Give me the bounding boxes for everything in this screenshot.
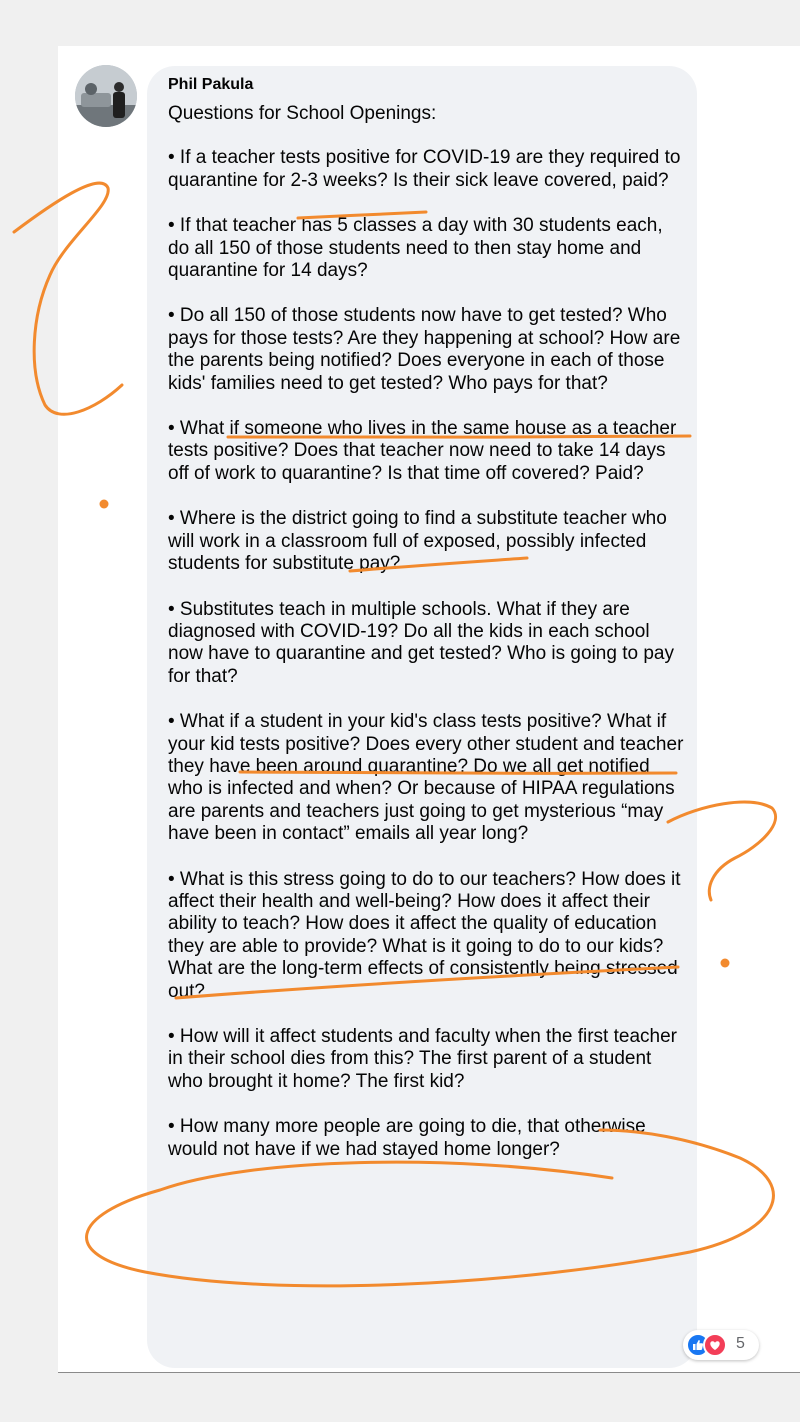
list-item: • How many more people are going to die, that otherwise would not have if we had stayed home longer? [168, 1116, 646, 1160]
reaction-summary[interactable] [683, 1330, 759, 1360]
author-name[interactable]: Phil Pakula [168, 76, 254, 93]
list-item: • If that teacher has 5 classes a day with 30 students each, do all 150 of those students need to then stay home and quarantine for 14 days? [168, 215, 663, 282]
avatar[interactable] [75, 65, 137, 127]
comment-text [168, 103, 688, 1161]
list-item: • Where is the district going to find a substitute teacher who will work in a classroom full of exposed, possibly infected students for substitute pay? [168, 508, 667, 575]
list-item: • What if someone who lives in the same house as a teacher tests positive? Does that teacher now need to take 14 days off of work to quarantine? Is that time off covered? Paid? [168, 418, 677, 484]
list-item: • If a teacher tests positive for COVID-19 are they required to quarantine for 2-3 weeks? Is their sick leave covered, paid? [168, 147, 681, 191]
list-item: • Substitutes teach in multiple schools. What if they are diagnosed with COVID-19? Do all the kids in each school now have to quarantine and get tested? Who is going to pay for that? [168, 598, 674, 687]
divider [58, 1372, 800, 1373]
reaction-count: 5 [736, 1335, 745, 1352]
question-list [168, 147, 688, 1161]
list-item: • Do all 150 of those students now have to get tested? Who pays for those tests? Are they happening at school? How are the parents being notified? Does everyone in each of those kids' families need to get tested? Who pays for that? [168, 305, 681, 394]
avatar-photo [75, 65, 137, 127]
list-item: • How will it affect students and faculty when the first teacher in their school dies from this? The first parent of a student who brought it home? The first kid? [168, 1026, 677, 1092]
love-icon [703, 1333, 727, 1357]
list-item: • What is this stress going to do to our teachers? How does it affect their health and well-being? How does it affect their ability to teach? How does it affect the quality of education they are able to provide? What is it going to do to our kids? What are the long-term effects of consistently being stressed out? [168, 868, 681, 1002]
list-item: • What if a student in your kid's class tests positive? What if your kid tests positive? Does every other student and teacher they have been around quarantine? Do we all get notified who is infected and when? Or because of HIPAA regulations are parents and teachers just going to get mysterious “may have been in contact” emails all year long? [168, 711, 684, 845]
comment-intro: Questions for School Openings: [168, 103, 437, 124]
